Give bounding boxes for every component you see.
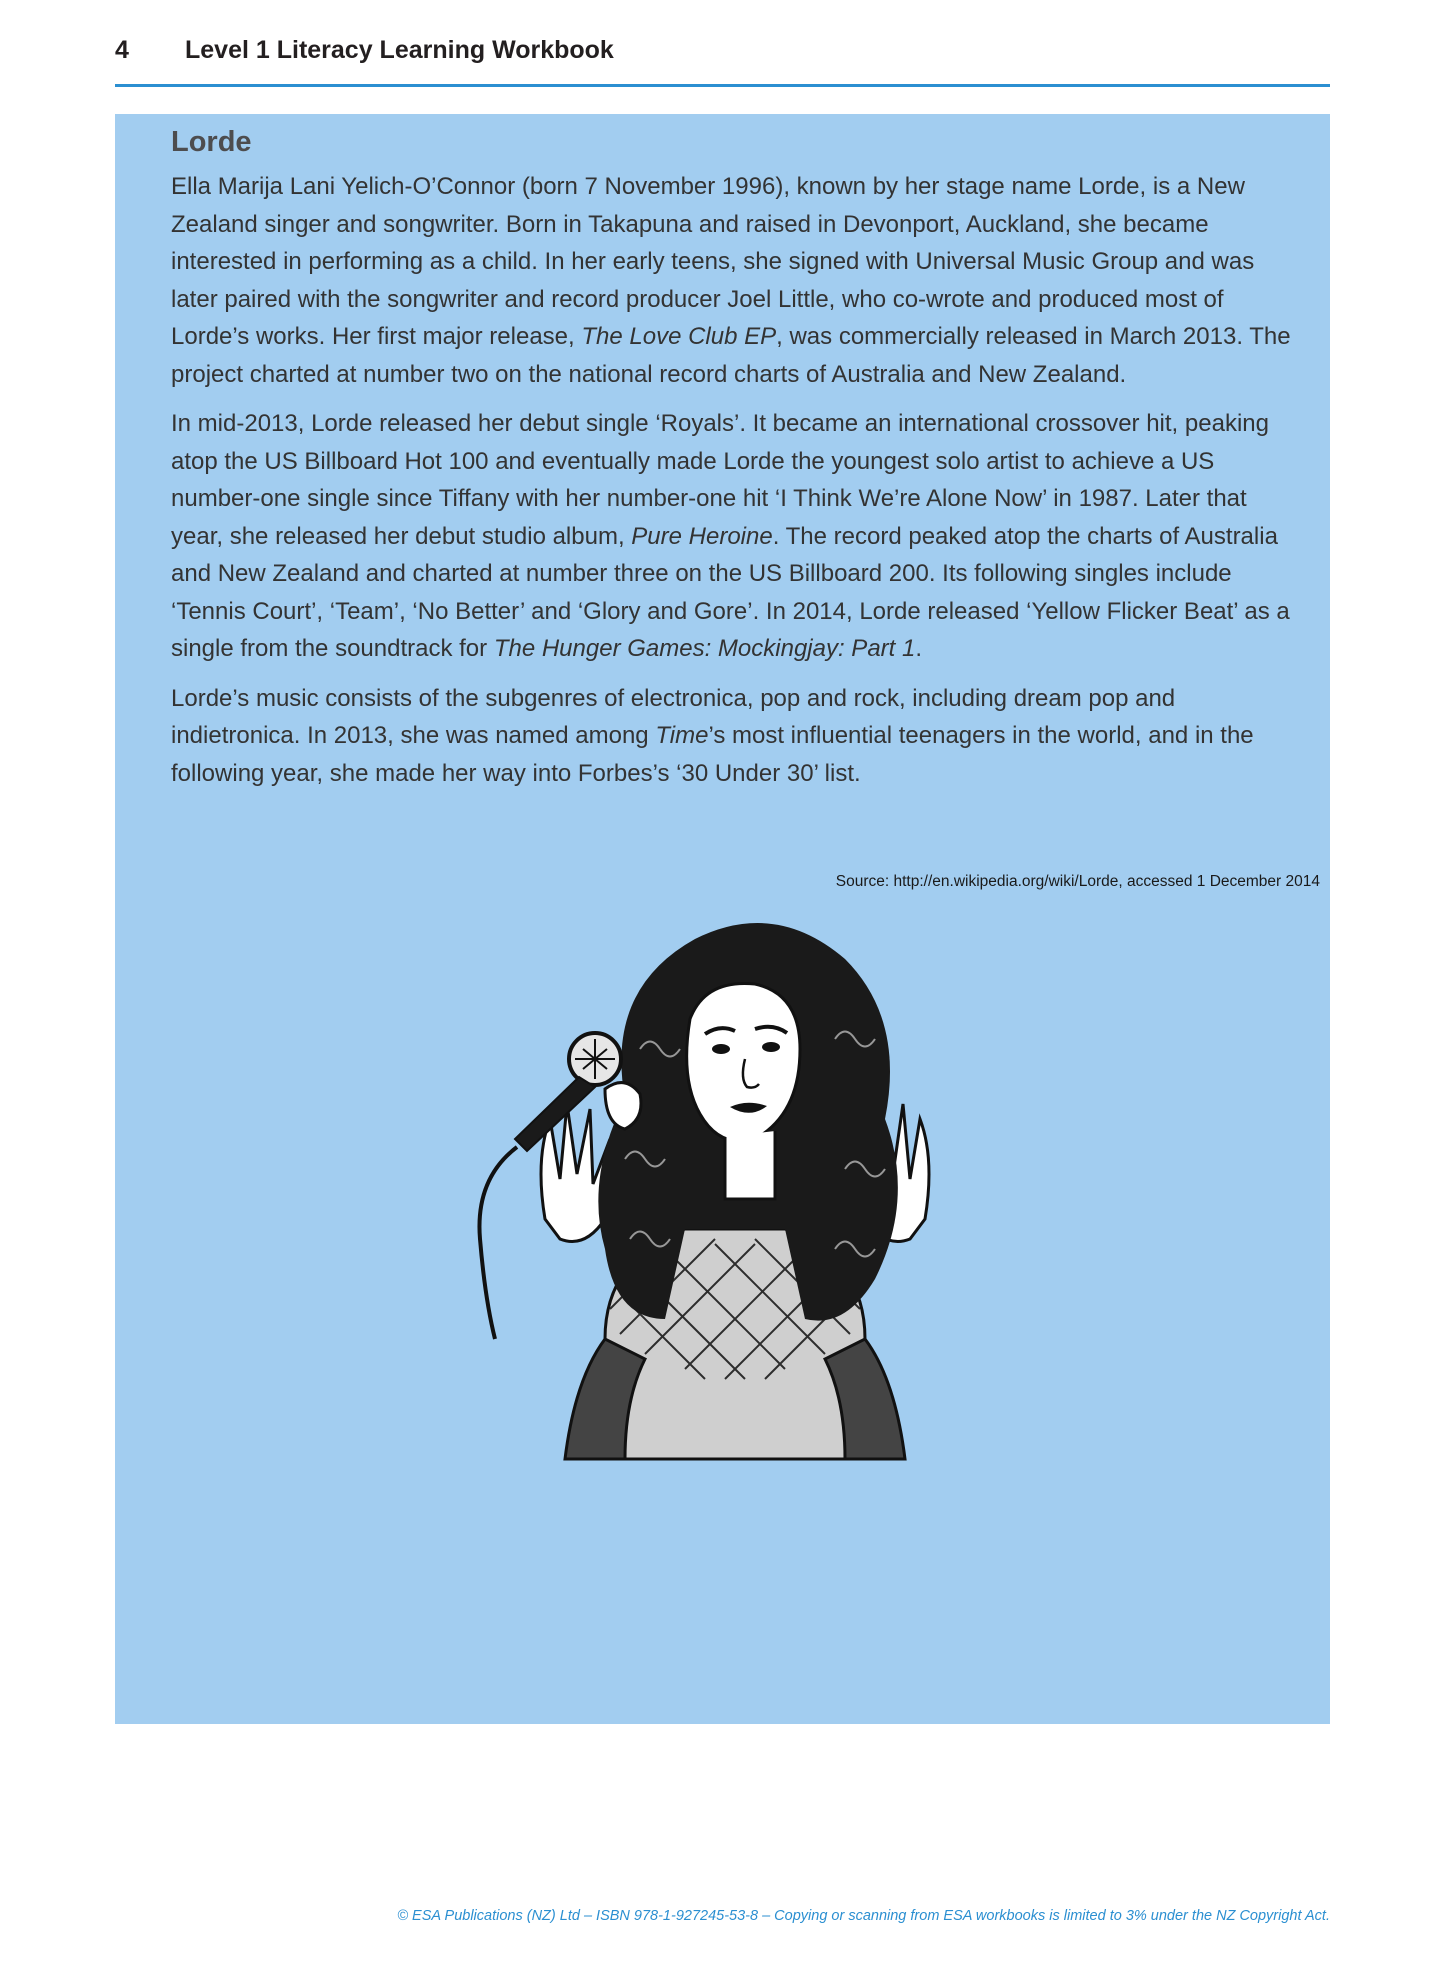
running-title: Level 1 Literacy Learning Workbook: [185, 36, 614, 64]
paragraph-3: [171, 680, 1305, 793]
album-title-pure-heroine: Pure Heroine: [631, 522, 773, 550]
singer-illustration: [455, 899, 1015, 1479]
source-citation: Source: http://en.wikipedia.org/wiki/Lorde, accessed 1 December 2014: [835, 873, 1320, 890]
footer-copyright: © ESA Publications (NZ) Ltd – ISBN 978-1-927245-53-8 – Copying or scanning from ESA workbooks is limited to 3% under the NZ Copyright Act.: [397, 1908, 1330, 1924]
paragraph-2: [171, 405, 1305, 668]
page-header: [115, 34, 1330, 87]
paragraph-1-text-a: Ella Marija Lani Yelich-O’Connor (born 7 November 1996), known by her stage name Lorde, is a New Zealand singer and songwriter. Born in Takapuna and raised in Devonport, Auckland, she became interested in performing as a child. In her early teens, she signed with Universal Music Group and was later paired with the songwriter and record producer Joel Little, who co-wrote and produced most of Lorde’s works. Her first major release,: [171, 173, 1255, 350]
article-title: Lorde: [171, 126, 252, 158]
paragraph-2-text-c: .: [915, 635, 923, 662]
paragraph-1-text-b: , was commercially released in March 2013. The project charted at number two on the national record charts of Australia and New Zealand.: [171, 323, 1291, 388]
paragraph-2-text-b: . The record peaked atop the charts of Australia and New Zealand and charted at number three on the US Billboard 200. Its following singles include ‘Tennis Court’, ‘Team’, ‘No Better’ and ‘Glory and Gore’. In 2014, Lorde released ‘Yellow Flicker Beat’ as a single from the soundtrack for: [171, 522, 1290, 662]
article-panel: [115, 114, 1330, 1724]
magazine-title-time: Time: [655, 722, 709, 749]
paragraph-3-text-b: ’s most influential teenagers in the world, and in the following year, she made her way into Forbes’s ‘30 Under 30’ list.: [171, 722, 1254, 787]
film-title-hunger-games: The Hunger Games: Mockingjay: Part 1: [493, 635, 916, 662]
album-title-love-club: The Love Club EP: [581, 323, 777, 350]
page-number: 4: [115, 36, 129, 64]
article-body: [171, 120, 1305, 804]
paragraph-1: [171, 168, 1305, 393]
paragraph-3-text-a: Lorde’s music consists of the subgenres of electronica, pop and rock, including dream pop and indietronica. In 2013, she was named among: [171, 684, 1176, 749]
paragraph-2-text-a: In mid-2013, Lorde released her debut single ‘Royals’. It became an international crossover hit, peaking atop the US Billboard Hot 100 and eventually made Lorde the youngest solo artist to achieve a US number-one single since Tiffany with her number-one hit ‘I Think We’re Alone Now’ in 1987. Later that year, she released her debut studio album,: [171, 410, 1269, 550]
